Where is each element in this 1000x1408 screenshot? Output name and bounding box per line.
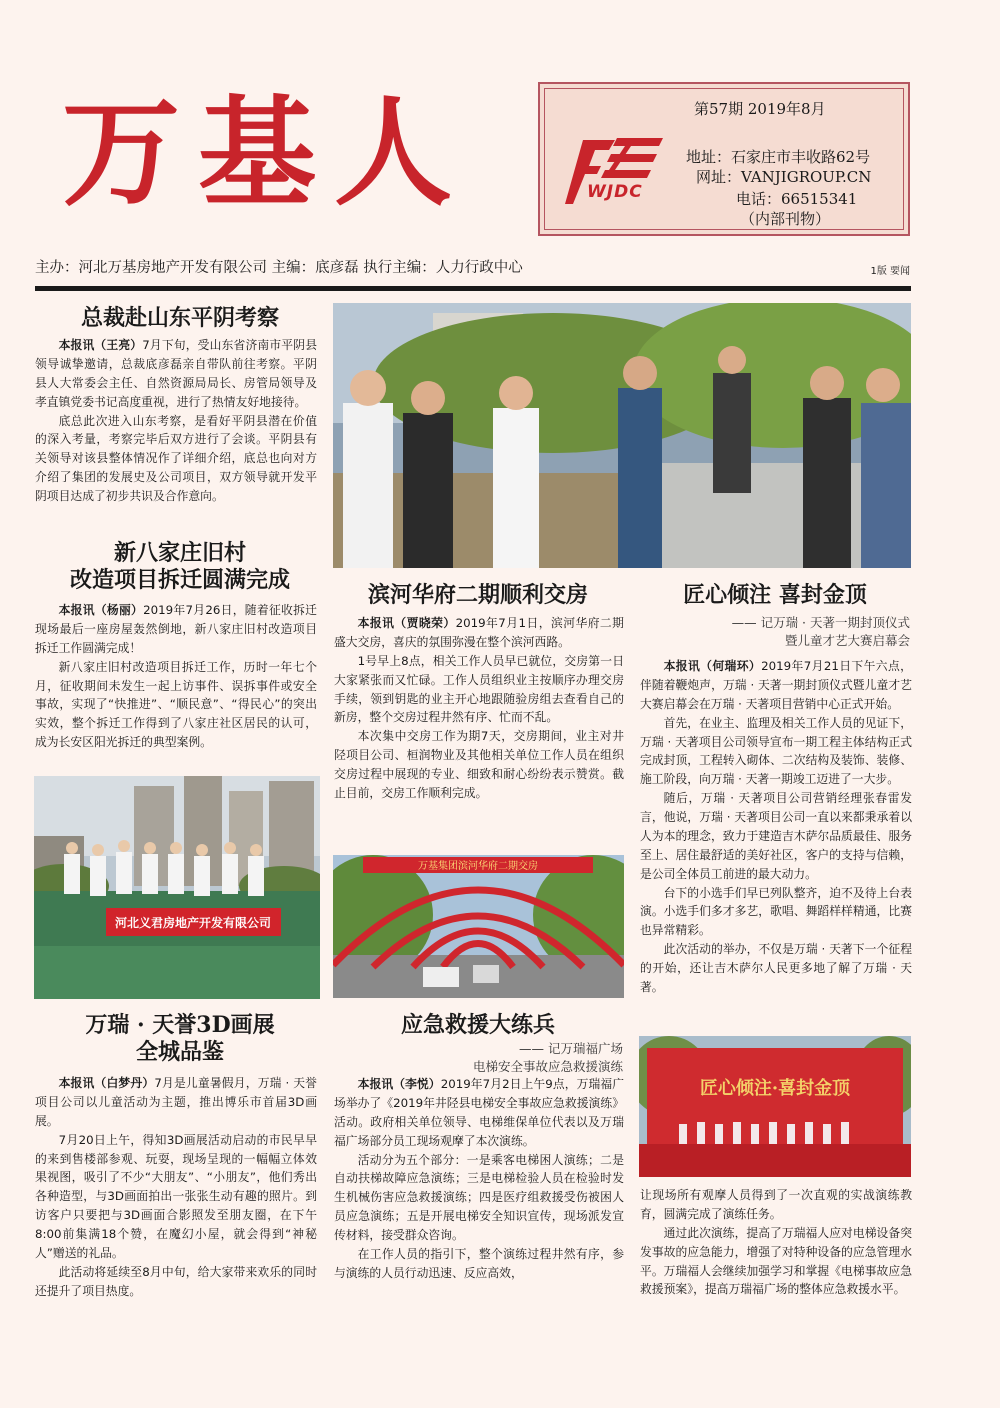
article-topping [640,657,912,997]
subtitle-topping [640,614,910,649]
paragraph: 在工作人员的指引下，整个演练过程井然有序，参与演练的人员行动迅速、反应高效， [334,1246,624,1280]
byline: 本报讯（李悦） [357,1077,441,1091]
paragraph: 通过此次演练，提高了万瑞福人应对电梯设备突发事故的应急能力，增强了对特种设备的应急管理水平。万瑞福人会继续加强学习和掌握《电梯事故应急救援预案》，提高万瑞福广场的整体应急救援水平。 [640,1225,912,1297]
paragraph: 让现场所有观摩人员得到了一次直观的实战演练教育，圆满完成了演练任务。 [640,1188,912,1221]
subtitle-rescue [333,1040,623,1075]
internal-note: （内部刊物） [740,210,831,228]
byline: 本报讯（杨丽） [58,603,144,617]
byline: 本报讯（贾晓荣） [357,616,456,630]
headline-line: 改造项目拆迁圆满完成 [69,566,290,593]
paragraph: 新八家庄旧村改造项目拆迁工作，历时一年七个月，征收期间未发生一起上访事件、误拆事件或安全事故，实现了“快推进”、“顺民意”、“得民心”的突出实效，整个拆迁工作得到了八家庄社区居民的认可，成为长安区阳光拆迁的典型案例。 [35,659,317,750]
page-label: 1版 要闻 [870,266,910,277]
credits-line: 主办：河北万基房地产开发有限公司 主编：底彦磊 执行主编：人力行政中心 [35,260,523,276]
headline-shandong: 总裁赴山东平阴考察 [80,305,279,331]
paragraph: 2019年7月26日，随着征收拆迁现场最后一座房屋轰然倒地，新八家庄旧村改造项目拆迁工作圆满完成！ [35,603,317,655]
banner-text: 河北义君房地产开发有限公司 [114,916,272,930]
article-rescue [334,1075,624,1283]
subtitle-line: —— 记万瑞福广场 [519,1041,623,1056]
paragraph: 2019年7月21日下午六点，伴随着鞭炮声，万瑞 · 天著一期封顶仪式暨儿童才艺大赛启幕会在万瑞 · 天著项目营销中心正式开始。 [640,659,912,711]
article-rescue-continued [640,1186,912,1299]
photo-handover-arches [333,855,624,998]
headline-binhe: 滨河华府二期顺利交房 [367,582,588,608]
paragraph: 2019年7月2日上午9点，万瑞福广场举办了《2019年井陉县电梯安全事故应急救援演练》活动。政府相关单位领导、电梯维保单位代表以及万瑞福广场部分员工现场观摩了本次演练。 [334,1077,624,1148]
stage-banner-text: 匠心倾注·喜封金顶 [699,1078,851,1099]
headline-rescue: 应急救援大练兵 [400,1012,555,1038]
logo-text: WJDC [587,182,643,202]
paragraph: 活动分为五个部分：一是乘客电梯困人演练；二是自动扶梯故障应急演练；三是电梯检验人员在检验时发生机械伤害应急救援演练；四是医疗组救援受伤被困人员应急演练；五是开展电梯安全知识宣传，现场派发宣传材料，接受群众咨询。 [334,1152,624,1242]
headline-line: 全城品鉴 [135,1038,224,1065]
subtitle-line: —— 记万瑞 · 天著一期封顶仪式 [731,615,910,630]
headline-wanrui3d [35,1012,325,1066]
paragraph: 首先，在业主、监理及相关工作人员的见证下，万瑞 · 天著项目公司领导宣布一期工程主体结构正式完成封顶，工程转入砌体、二次结构及装饰、装修、施工阶段，向万瑞 · 天著一期竣工迈进了一大步。 [640,715,912,787]
arch-banner-text: 万基集团滨河华府二期交房 [418,861,538,872]
paragraph: 7月20日上午，得知3D画展活动启动的市民早早的来到售楼部参观、玩耍，现场呈现的一幅幅立体效果视图，吸引了不少“大朋友”、“小朋友”，他们秀出各种造型，与3D画面拍出一张张生动有趣的照片。到访客户只要把与3D画面合影照发至朋友圈，在下午8:00前集满18个赞，在魔幻小屋，就会得到“神秘人”赠送的礼品。 [35,1132,317,1260]
paragraph: 1号早上8点，相关工作人员早已就位，交房第一日大家紧张而又忙碌。工作人员组织业主按顺序办理交房手续，领到钥匙的业主开心地跟随验房组去查看自己的新房，整个交房过程井然有序、忙而不乱。 [334,653,624,725]
wjdc-logo [565,132,675,212]
article-xinbajiazhuang [35,601,317,752]
headline-line: 万瑞 · 天誉3D画展 [85,1012,275,1038]
paragraph: 7月下旬，受山东省济南市平阴县领导诚挚邀请，总裁底彦磊亲自带队前往考察。平阴县人大常委会主任、自然资源局局长、房管局领导及孝直镇党委书记高度重视，进行了热情友好地接待。 [35,338,317,409]
subtitle-line: 电梯安全事故应急救援演练 [472,1058,623,1074]
headline-xinbajiazhuang [35,540,325,594]
photo-inspection [333,303,911,568]
photo-demolition-group [34,776,320,999]
article-wanrui3d [35,1074,317,1301]
website: 网址：VANJIGROUP.CN [696,168,872,186]
paragraph: 2019年7月1日，滨河华府二期盛大交房，喜庆的氛围弥漫在整个滨河西路。 [334,616,624,649]
paragraph: 随后，万瑞 · 天著项目公司营销经理张春雷发言，他说，万瑞 · 天著项目公司一直以来都秉承着以人为本的理念，致力于建造吉木萨尔品质最佳、服务至上、居住最舒适的美好社区，客户的支持与信赖，是公司全体员工前进的最大动力。 [640,791,912,881]
paragraph: 此次活动的举办，不仅是万瑞 · 天著下一个征程的开始，还让吉木萨尔人民更多地了解了万瑞 · 天著。 [640,942,912,994]
address: 地址：石家庄市丰收路62号 [686,148,871,166]
headline-line: 新八家庄旧村 [113,540,246,566]
headline-topping: 匠心倾注 喜封金顶 [683,582,867,608]
paragraph: 此活动将延续至8月中旬，给大家带来欢乐的同时还提升了项目热度。 [35,1264,317,1298]
byline: 本报讯（白梦丹） [58,1076,155,1090]
header-rule [35,286,911,291]
byline: 本报讯（王亮） [58,338,143,352]
paragraph: 底总此次进入山东考察，是看好平阴县潜在价值的深入考量，考察完毕后双方进行了会谈。平阴县有关领导对该县整体情况作了详细介绍，底总也向对方介绍了集团的发展史及公司项目，双方领导就开发平阴项目达成了初步共识及合作意向。 [35,413,317,503]
issue-number: 第57期 2019年8月 [694,100,826,118]
photo-topping-stage [639,1036,911,1177]
paragraph: 7月是儿童暑假月，万瑞 · 天誉项目公司以儿童活动为主题，推出博乐市首届3D画展。 [35,1076,317,1128]
article-shandong [35,336,317,506]
paragraph: 本次集中交房工作为期7天，交房期间，业主对井陉项目公司、桓润物业及其他相关单位工作人员在组织交房过程中展现的专业、细致和耐心纷纷表示赞赏。截止目前，交房工作顺利完成。 [334,729,624,800]
newspaper-title: 万基人 [62,83,471,222]
subtitle-line: 暨儿童才艺大赛启幕会 [784,632,910,648]
paragraph: 台下的小选手们早已列队整齐，迫不及待上台表演。小选手们多才多艺，歌唱、舞蹈样样精通，比赛也异常精彩。 [640,885,912,938]
article-binhe [334,614,624,803]
phone: 电话：66515341 [736,190,858,208]
byline: 本报讯（何瑞环） [663,659,762,673]
